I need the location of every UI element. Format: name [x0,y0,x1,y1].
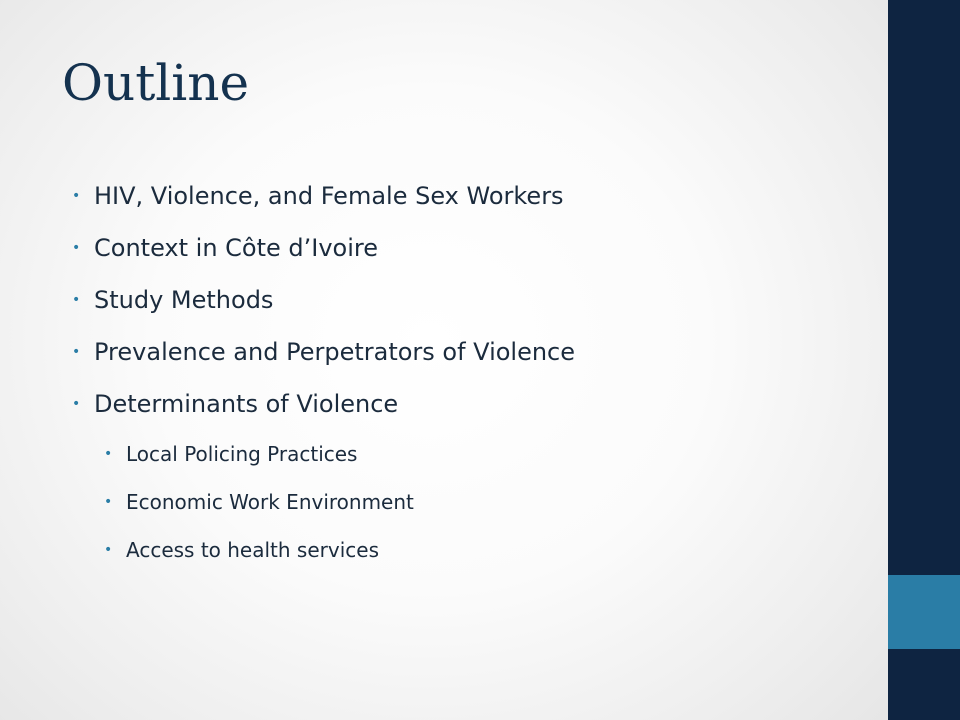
bullet-text: HIV, Violence, and Female Sex Workers [94,182,564,210]
bullet-item [72,222,872,274]
bullet-dot-icon: • [104,446,113,462]
bullet-text: Prevalence and Perpetrators of Violence [94,338,576,366]
sub-bullet-item [72,526,872,574]
bullet-dot-icon: • [72,240,81,256]
sub-bullet-item [72,478,872,526]
sub-bullet-text: Economic Work Environment [126,490,414,514]
bullet-item [72,326,872,378]
bullet-text: Context in Côte d’Ivoire [94,234,379,262]
bullet-dot-icon: • [72,292,81,308]
bullet-list [72,170,872,574]
bullet-item [72,274,872,326]
sub-bullet-item [72,430,872,478]
bullet-dot-icon: • [104,494,113,510]
bullet-item [72,170,872,222]
bullet-item [72,378,872,430]
bullet-text: Study Methods [94,286,274,314]
bullet-dot-icon: • [72,396,81,412]
slide-title: Outline [62,54,250,112]
sub-bullet-text: Access to health services [126,538,379,562]
bullet-text: Determinants of Violence [94,390,399,418]
bullet-dot-icon: • [72,188,81,204]
bullet-dot-icon: • [72,344,81,360]
sub-bullet-text: Local Policing Practices [126,442,358,466]
bullet-dot-icon: • [104,542,113,558]
side-accent-block [888,575,960,649]
